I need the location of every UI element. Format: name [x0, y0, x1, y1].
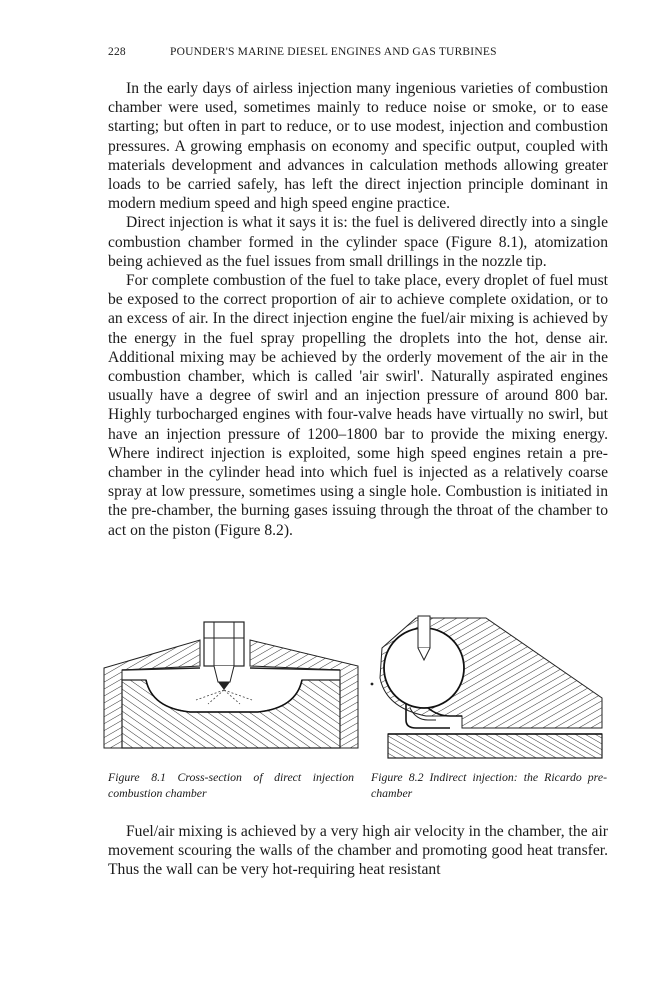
body-text-continued [108, 822, 608, 880]
paragraph-4: Fuel/air mixing is achieved by a very high air velocity in the chamber, the air movement scouring the walls of the chamber and promoting good heat transfer. Thus the wall can be very hot-requiring heat resistant [108, 823, 608, 879]
direct-injection-chamber-drawing [100, 608, 362, 763]
running-title: POUNDER'S MARINE DIESEL ENGINES AND GAS TURBINES [170, 46, 497, 58]
figure-8-2-caption: Figure 8.2 Indirect injection: the Ricardo pre-chamber [371, 770, 607, 800]
figures-row [100, 608, 612, 813]
paragraph-3: For complete combustion of the fuel to take place, every droplet of fuel must be exposed to the correct proportion of air to achieve complete oxidation, or to an excess of air. In the direct injection engine the fuel/air mixing is achieved by the energy in the fuel spray propelling the droplets into the hot, dense air. Additional mixing may be achieved by the orderly movement of the air in the combustion chamber, which is called 'air swirl'. Naturally aspirated engines usually have a degree of swirl and an injection pressure of around 800 bar. Highly turbocharged engines with four-valve heads have virtually no swirl, but have an injection pressure of 1200–1800 bar to provide the mixing energy. Where indirect injection is exploited, some high speed engines retain a pre-chamber in the cylinder head into which fuel is injected as a relatively coarse spray at low pressure, sometimes using a single hole. Combustion is initiated in the pre-chamber, the burning gases issuing through the throat of the chamber to act on the piston (Figure 8.2). [108, 272, 608, 539]
ricardo-pre-chamber-drawing [366, 608, 612, 763]
figure-8-1-caption: Figure 8.1 Cross-section of direct injection combustion chamber [108, 770, 354, 800]
paragraph-1: In the early days of airless injection many ingenious varieties of combustion chamber were used, sometimes mainly to reduce noise or smoke, or to ease starting; but often in part to reduce, or to use modest, injection and combustion pressures. A growing emphasis on economy and specific output, coupled with materials development and advances in calculation methods allowing greater loads to be carried safely, has left the direct injection principle dominant in modern medium speed and high speed engine practice. [108, 80, 608, 213]
figure-8-1 [100, 608, 362, 801]
body-text [108, 79, 608, 540]
paragraph-2: Direct injection is what it says it is: the fuel is delivered directly into a single combustion chamber formed in the cylinder space (Figure 8.1), atomization being achieved as the fuel issues from small drillings in the nozzle tip. [108, 214, 608, 270]
figure-8-2 [366, 608, 612, 801]
page-number: 228 [108, 46, 126, 58]
